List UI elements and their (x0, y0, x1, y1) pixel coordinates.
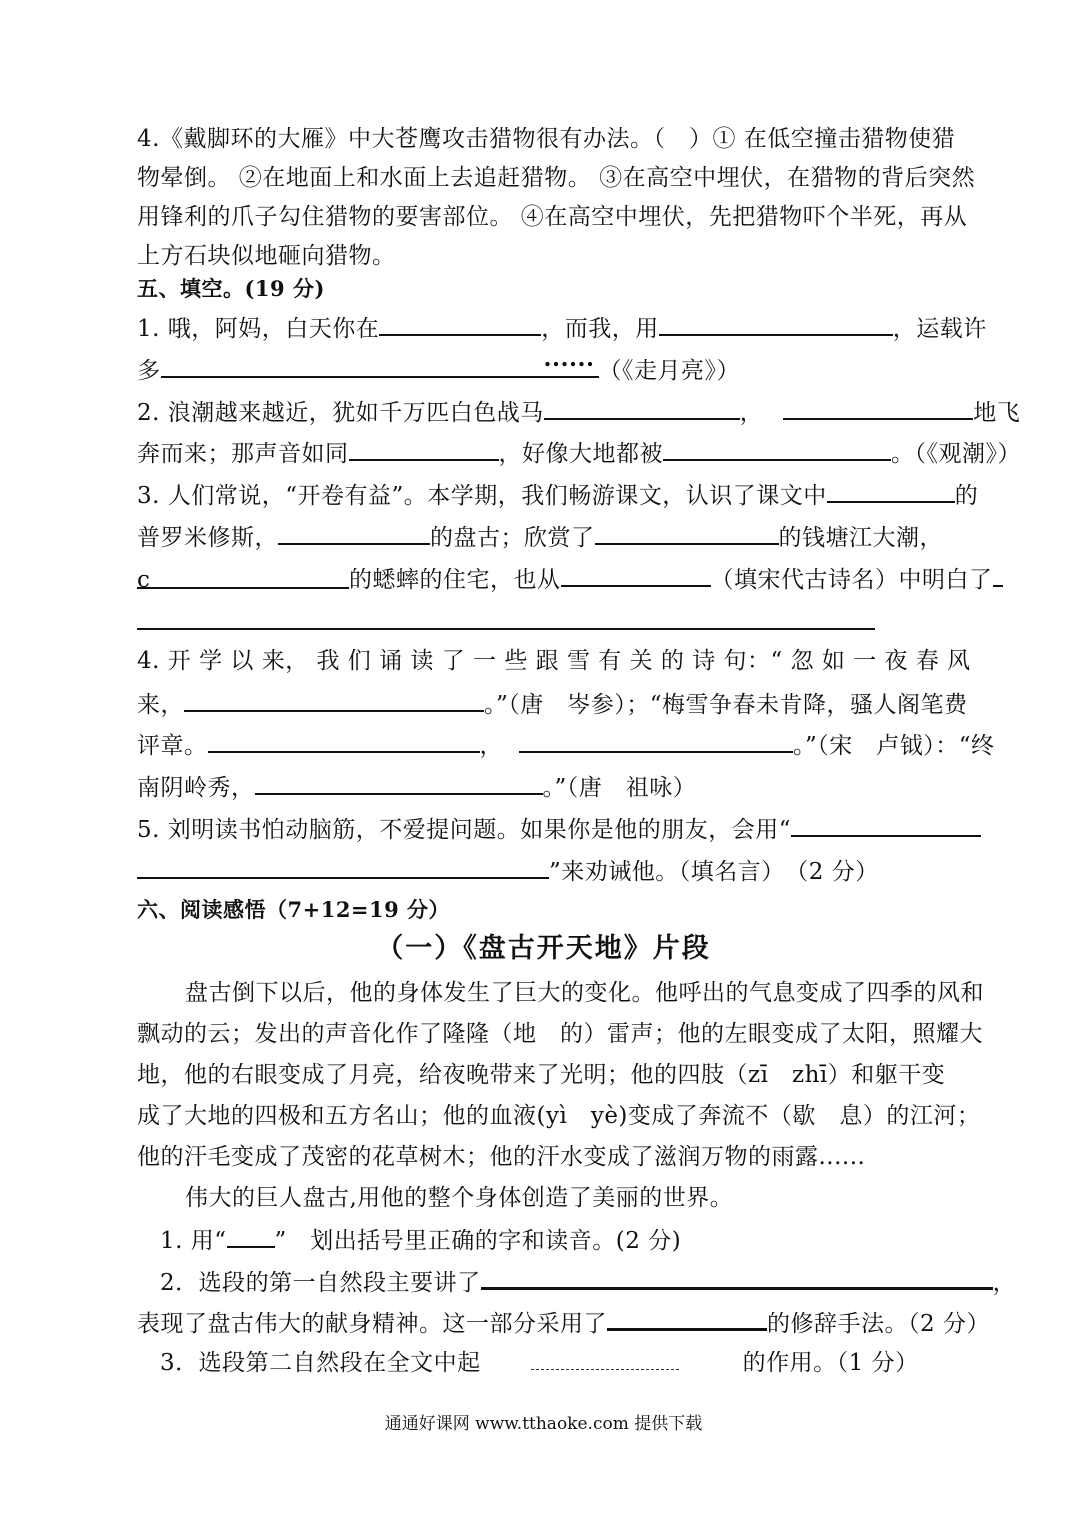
fill-q3-blank-2[interactable] (278, 515, 430, 545)
section-6-heading: 六、阅读感悟（7+12=19 分） (137, 897, 451, 922)
fill-q4-blank-1[interactable] (184, 682, 484, 712)
fill-q4-line-3 (137, 723, 1029, 767)
fill-q1-blank-2[interactable] (659, 306, 893, 336)
passage-text-2: 飘动的云；发出的声音化作了隆隆（地 的）雷声；他的左眼变成了太阳，照耀大 (137, 1021, 983, 1047)
q4-line-2 (137, 157, 1029, 199)
section-5-heading: 五、填空。(19 分) (137, 276, 325, 301)
fill-q4-text-b: 来， (137, 692, 184, 718)
fill-q4-text-f: 。”（宋 卢钺）：“终 (793, 733, 995, 759)
fill-q4-text-h: 。”（唐 祖咏） (542, 775, 697, 801)
fill-q1-text-d: 多 (137, 358, 161, 384)
q4-line-1 (137, 118, 1029, 160)
passage-line-4 (137, 1095, 1029, 1137)
q4-text-4: 上方石块似地砸向猎物。 (137, 243, 396, 269)
fill-q3-text-g: 的蟋蟀的住宅，也从 (349, 567, 561, 593)
fill-q2-text-d: 奔而来；那声音如同 (137, 441, 349, 467)
passage-text-1: 盘古倒下以后，他的身体发生了巨大的变化。他呼出的气息变成了四季的风和 (185, 980, 984, 1006)
fill-q3-text-e: 的钱塘江大潮， (778, 525, 943, 551)
passage-text-3: 地，他的右眼变成了月亮，给夜晚带来了光明；他的四肢（zī zhī）和躯干变 (137, 1062, 946, 1088)
fill-q1-text-b: ，而我，用 (541, 316, 659, 342)
fill-q4-line-1 (137, 640, 1029, 682)
subq-3-blank[interactable] (531, 1341, 679, 1370)
subq-2-line-2 (137, 1300, 1029, 1345)
fill-q4-text-g: 南阴岭秀， (137, 775, 255, 801)
fill-q2-text-a: 2. 浪潮越来越近，犹如千万匹白色战马 (137, 400, 544, 426)
fill-q3-blank-1[interactable] (827, 473, 955, 503)
subq-3 (160, 1341, 1029, 1384)
fill-q3-text-h: （填宋代古诗名）中明白了 (710, 567, 993, 593)
fill-q5-line-1 (137, 807, 1029, 851)
fill-q1-ellipsis: ...... (543, 345, 595, 372)
fill-q4-text-a: 4. 开 学 以 来， 我 们 诵 读 了 一 些 跟 雪 有 关 的 诗 句：“ 忽 如 一 夜 春 风 (137, 648, 971, 674)
fill-q3-text-d: 的盘古；欣赏了 (430, 525, 595, 551)
fill-q3-blank-3[interactable] (595, 515, 779, 545)
fill-q1-text-c: ，运载许 (892, 316, 987, 342)
fill-q1-line-2 (137, 345, 1029, 392)
fill-q3-blank-4[interactable] (137, 559, 349, 593)
fill-q1-source: （《走月亮》） (598, 358, 740, 384)
fill-q4-text-e: ， (479, 733, 503, 759)
passage-title: （一）《盘古开天地》片段 (376, 933, 711, 964)
subq-1-blank[interactable] (227, 1218, 275, 1248)
fill-q3-blank-6[interactable] (993, 557, 1003, 587)
page-footer: 通通好课网 www.tthaoke.com 提供下载 (384, 1414, 703, 1434)
fill-q2-blank-4[interactable] (663, 431, 891, 461)
subq-3-text-b: 的作用。（1 分） (742, 1350, 919, 1376)
fill-q2-text-b: ， (739, 400, 764, 426)
subq-2-text-a: 2．选段的第一自然段主要讲了 (160, 1270, 481, 1296)
fill-q5-text-b: ”来劝诫他。（填名言） （2 分） (549, 859, 879, 885)
passage-text-5: 他的汗毛变成了茂密的花草树木；他的汗水变成了滋润万物的雨露...... (137, 1144, 866, 1170)
subq-1-text-b: ” 划出括号里正确的字和读音。(2 分) (274, 1228, 682, 1254)
fill-q4-blank-2[interactable] (208, 723, 480, 753)
q4-text-2: 物晕倒。 ②在地面上和水面上去追赶猎物。 ③在高空中埋伏，在猎物的背后突然 (137, 165, 976, 191)
q4-text-3: 用锋利的爪子勾住猎物的要害部位。 ④在高空中埋伏，先把猎物吓个半死，再从 (137, 204, 968, 230)
fill-q2-line-1 (137, 390, 1029, 434)
fill-q2-line-2 (137, 431, 1029, 475)
fill-q3-blank-5[interactable] (561, 557, 711, 587)
fill-q3-line-3 (137, 557, 1029, 601)
fill-q4-blank-3[interactable] (519, 723, 793, 753)
fill-q3-line-4 (137, 600, 1029, 644)
passage-text-4: 成了大地的四极和五方名山；他的血液(yì yè)变成了奔流不（歇 息）的江河； (137, 1103, 981, 1129)
passage-line-1 (137, 972, 1029, 1014)
fill-q4-line-2 (137, 682, 1029, 726)
passage-line-6 (137, 1177, 1029, 1219)
fill-q3-handwritten-c: c (137, 567, 151, 593)
fill-q2-blank-1[interactable] (544, 390, 740, 420)
subq-2-blank-2[interactable] (607, 1300, 767, 1331)
fill-q2-text-e: ，好像大地都被 (498, 441, 663, 467)
fill-q2-text-c: 地飞 (973, 400, 1021, 426)
fill-q2-source: 。（《观潮》） (891, 441, 1021, 467)
fill-q2-blank-3[interactable] (349, 431, 499, 461)
fill-q3-text-c: 普罗米修斯， (137, 525, 278, 551)
subq-2-text-d: 的修辞手法。（2 分） (767, 1311, 990, 1337)
fill-q3-line-1 (137, 473, 1029, 517)
q4-line-3 (137, 196, 1029, 238)
fill-q3-text-b: 的 (954, 483, 979, 509)
subq-2-text-c: 表现了盘古伟大的献身精神。这一部分采用了 (137, 1311, 607, 1337)
fill-q4-text-c: 。”（唐 岑参）；“梅雪争春未肯降，骚人阁笔费 (484, 692, 968, 718)
fill-q1-blank-3[interactable] (161, 345, 599, 378)
subq-2-blank-1[interactable] (481, 1259, 993, 1290)
fill-q1-blank-1[interactable] (379, 306, 541, 336)
passage-line-3 (137, 1054, 1029, 1096)
fill-q4-text-d: 评章。 (137, 733, 208, 759)
subq-2-text-b: ， (992, 1270, 1017, 1296)
q4-text-1: 4.《戴脚环的大雁》中大苍鹰攻击猎物很有办法。（ ）① 在低空撞击猎物使猎 (137, 126, 956, 152)
subq-2-line-1 (160, 1259, 1029, 1304)
fill-q5-blank-1[interactable] (791, 807, 981, 837)
fill-q3-blank-7[interactable] (137, 600, 875, 630)
passage-text-6: 伟大的巨人盘古,用他的整个身体创造了美丽的世界。 (185, 1185, 734, 1211)
passage-line-2 (137, 1013, 1029, 1055)
fill-q4-line-4 (137, 765, 1029, 809)
passage-line-5 (137, 1136, 1029, 1178)
subq-1-text-a: 1. 用“ (160, 1228, 227, 1254)
fill-q5-text-a: 5. 刘明读书怕动脑筋，不爱提问题。如果你是他的朋友，会用“ (137, 817, 792, 843)
subq-1 (160, 1218, 1029, 1262)
fill-q3-text-a: 3. 人们常说，“开卷有益”。本学期，我们畅游课文，认识了课文中 (137, 483, 827, 509)
fill-q3-line-2 (137, 515, 1029, 559)
fill-q5-line-2 (137, 849, 1029, 893)
fill-q2-blank-2[interactable] (783, 390, 973, 420)
fill-q4-blank-4[interactable] (255, 765, 543, 795)
fill-q1-text-a: 1. 哦，阿妈，白天你在 (137, 316, 380, 342)
subq-3-text-a: 3．选段第二自然段在全文中起 (160, 1350, 481, 1376)
fill-q5-blank-2[interactable] (137, 849, 549, 879)
